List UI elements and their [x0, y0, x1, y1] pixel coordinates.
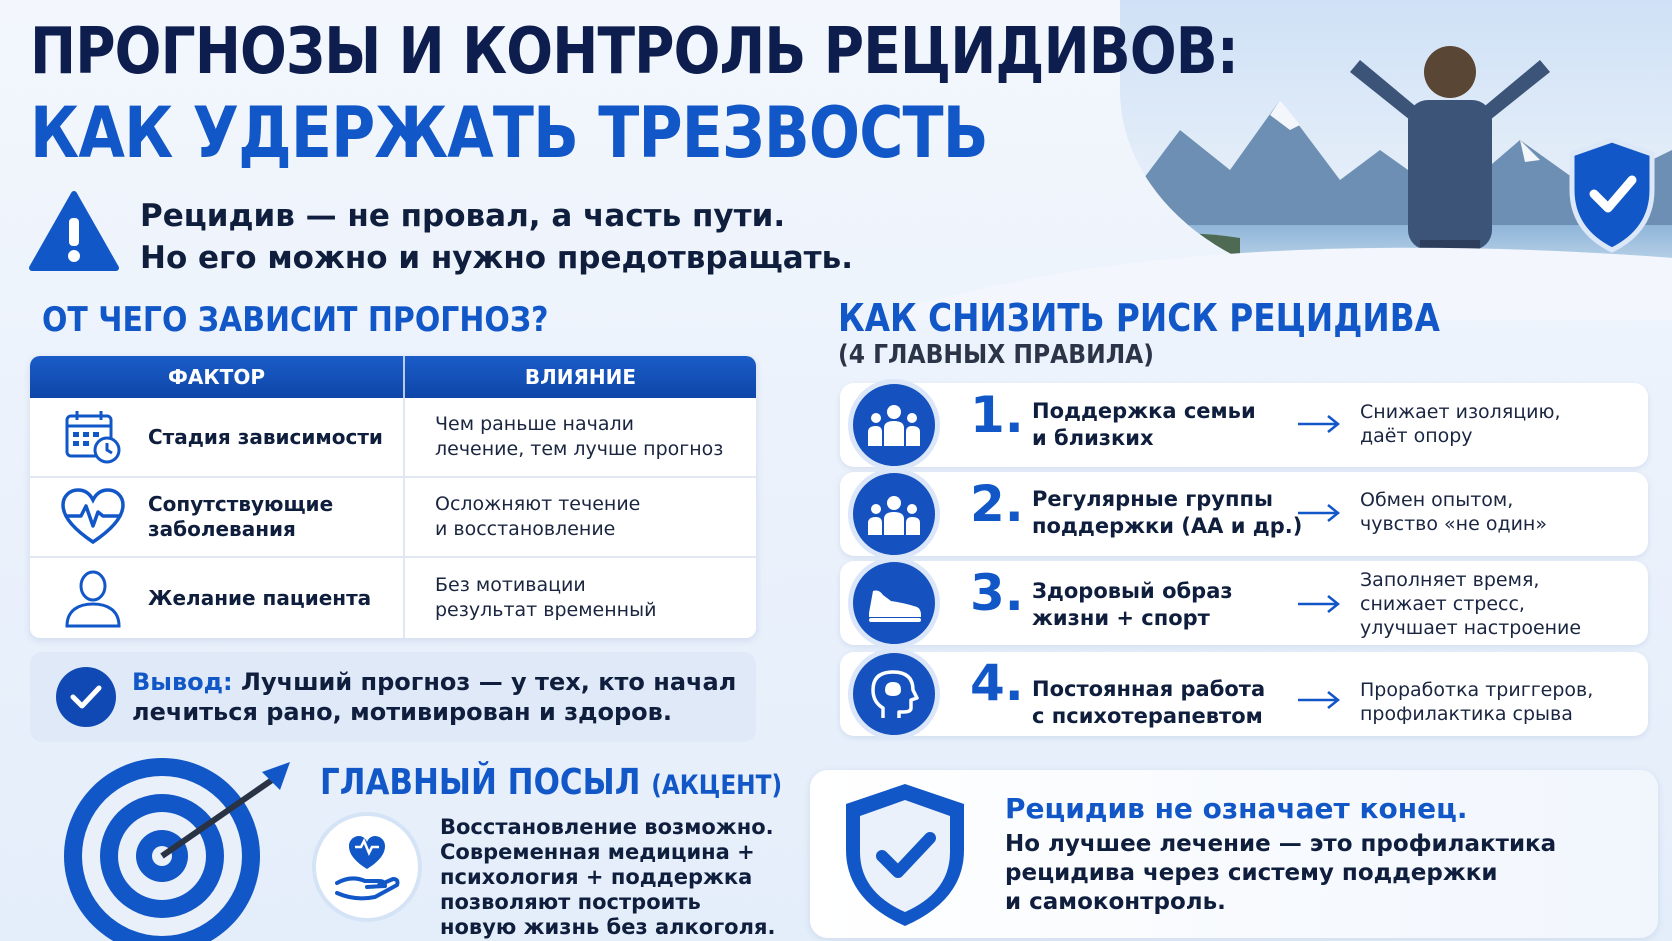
rule-title: Здоровый образ жизни + спорт	[1032, 579, 1233, 630]
page-title: ПРОГНОЗЫ И КОНТРОЛЬ РЕЦИДИВОВ:	[30, 15, 1239, 89]
sneaker-icon	[848, 557, 940, 649]
table-row: Желание пациента Без мотивации результат временный	[30, 558, 756, 638]
check-circle-icon	[56, 667, 116, 727]
rule-number: 2.	[970, 475, 1024, 533]
arrow-right-icon	[1296, 594, 1342, 614]
column-header-factor: ФАКТОР	[30, 356, 405, 398]
table-row: Сопутствующие заболевания Осложняют течение и восстановление	[30, 478, 756, 558]
rule-effect: Проработка триггеров, профилактика срыва	[1360, 679, 1594, 725]
conclusion-box	[30, 652, 756, 742]
target-icon	[22, 752, 292, 941]
message-title: ГЛАВНЫЙ ПОСЫЛ (АКЦЕНТ)	[320, 762, 783, 803]
rule-effect: Обмен опытом, чувство «не один»	[1360, 489, 1547, 535]
rule-title: Постоянная работа с психотерапевтом	[1032, 677, 1266, 728]
calendar-clock-icon	[58, 405, 128, 469]
family-icon	[848, 379, 940, 471]
conclusion-text: Вывод: Лучший прогноз — у тех, кто начал лечиться рано, мотивирован и здоров.	[132, 668, 737, 726]
arrow-right-icon	[1296, 690, 1342, 710]
table-header	[30, 356, 756, 398]
column-header-impact: ВЛИЯНИЕ	[524, 365, 637, 389]
final-text: Но лучшее лечение — это профилактика рецидива через систему поддержки и самоконтроль.	[1005, 831, 1557, 915]
final-heading: Рецидив не означает конец.	[1005, 792, 1468, 825]
prognosis-table	[30, 356, 756, 638]
arrow-right-icon	[1296, 414, 1342, 434]
rule-number: 4.	[970, 654, 1024, 712]
prognosis-title: ОТ ЧЕГО ЗАВИСИТ ПРОГНОЗ?	[42, 300, 549, 340]
rule-title: Регулярные группы поддержки (АА и др.)	[1032, 487, 1303, 538]
shield-check-icon	[840, 780, 970, 930]
group-icon	[848, 468, 940, 560]
rule-number: 3.	[970, 564, 1024, 622]
rules-title: КАК СНИЗИТЬ РИСК РЕЦИДИВА	[838, 296, 1440, 340]
intro-text: Рецидив — не провал, а часть пути. Но его можно и нужно предотвращать.	[140, 198, 854, 276]
rules-subtitle: (4 ГЛАВНЫХ ПРАВИЛА)	[838, 340, 1154, 370]
rule-title: Поддержка семьи и близких	[1032, 399, 1256, 450]
warning-icon	[28, 190, 120, 272]
rule-effect: Снижает изоляцию, даёт опору	[1360, 401, 1561, 447]
rule-number: 1.	[970, 386, 1024, 444]
head-brain-icon	[848, 648, 940, 740]
table-row: Стадия зависимости Чем раньше начали лечение, тем лучше прогноз	[30, 398, 756, 478]
arrow-right-icon	[1296, 503, 1342, 523]
rule-effect: Заполняет время, снижает стресс, улучшает настроение	[1360, 569, 1582, 639]
message-text: Восстановление возможно. Современная медицина + психология + поддержка позволяют построить новую жизнь без алкоголя.	[440, 815, 776, 939]
person-icon	[58, 566, 128, 630]
heart-pulse-icon	[58, 485, 128, 549]
heart-hand-icon	[312, 812, 422, 922]
page-subtitle: КАК УДЕРЖАТЬ ТРЕЗВОСТЬ	[30, 92, 988, 174]
